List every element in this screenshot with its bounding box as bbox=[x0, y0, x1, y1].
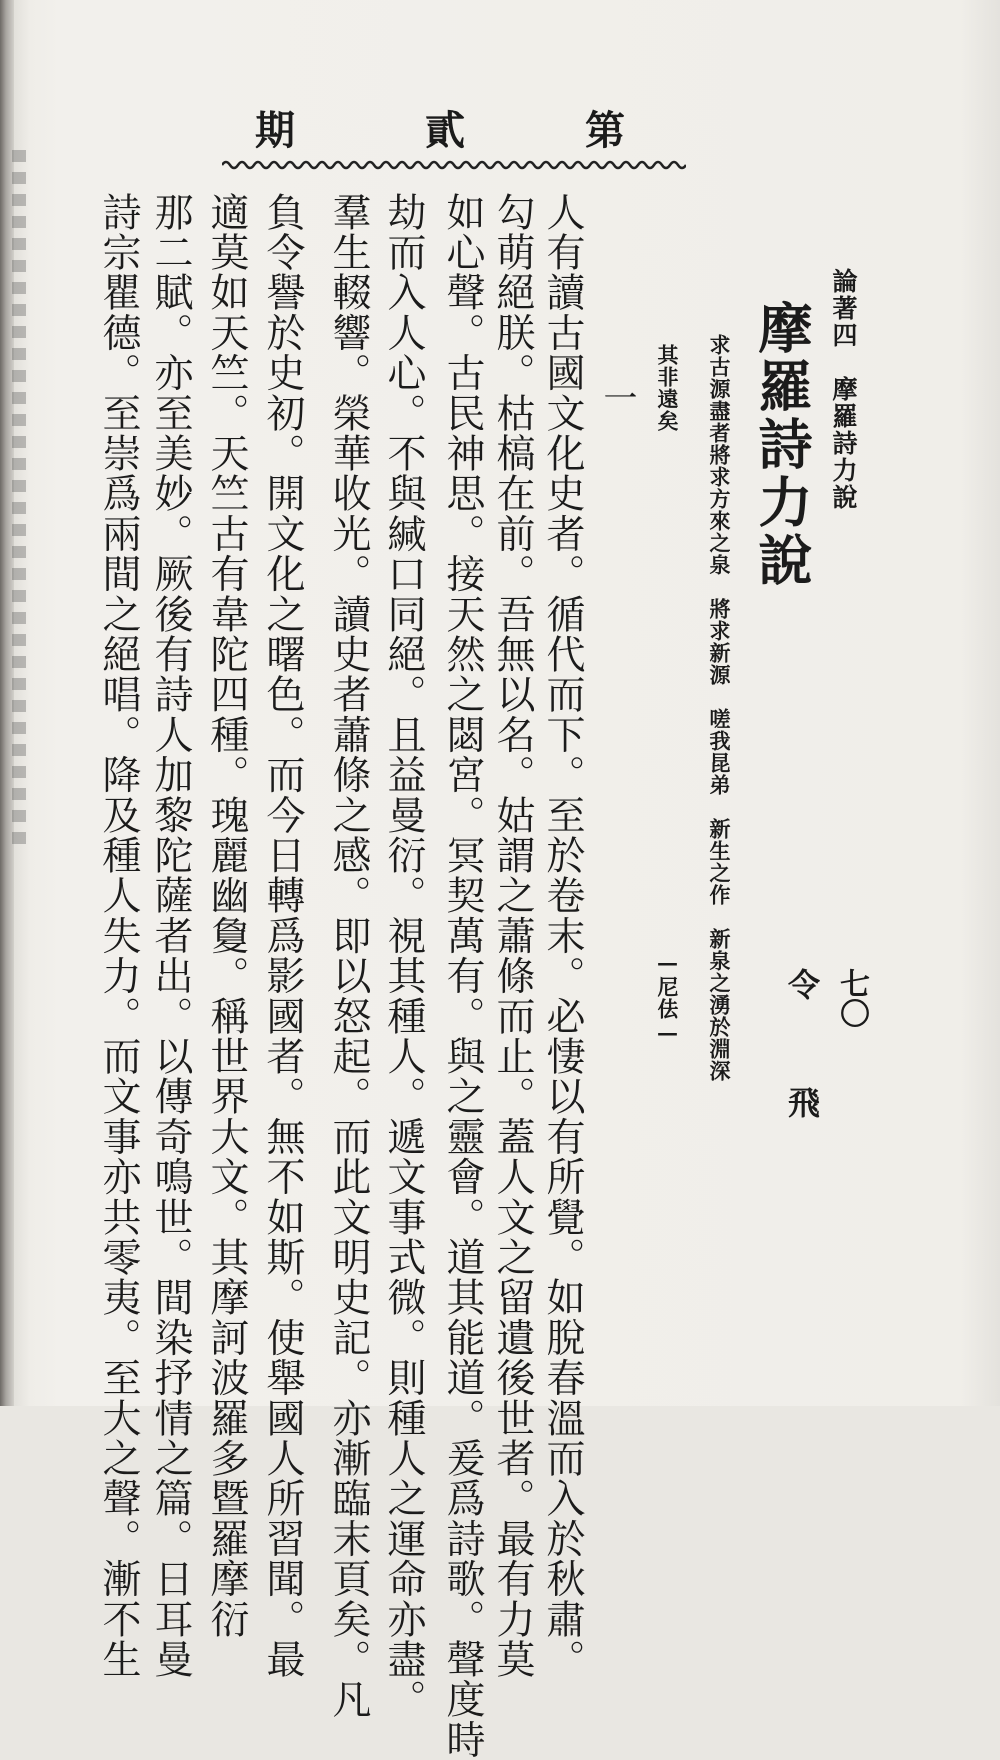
running-head-char: 貳 bbox=[425, 107, 465, 154]
body-text-column: 人有讀古國文化史者。循代而下。至於卷末。必悽以有所覺。如脫春溫而入於秋肅。 bbox=[540, 192, 585, 1680]
author-given-name: 飛 bbox=[783, 1086, 821, 1118]
section-number: 一 bbox=[597, 380, 637, 414]
running-head-char: 期 bbox=[255, 107, 295, 154]
body-text-column: 羣生輟響。榮華收光。讀史者蕭條之感。即以怒起。而此文明史記。亦漸臨末頁矣。凡 bbox=[326, 192, 371, 1720]
epigraph-line: 其非遠矣 bbox=[655, 344, 680, 432]
body-text-column: 負令譽於史初。開文化之曙色。而今日轉爲影國者。無不如斯。使舉國人所習聞。最 bbox=[260, 192, 305, 1680]
epigraph-attribution: —尼佉— bbox=[655, 950, 680, 1046]
wavy-rule bbox=[222, 158, 686, 172]
body-text-column: 詩宗瞿德。至崇爲兩間之絕唱。降及種人失力。而文事亦共零夷。至大之聲。漸不生 bbox=[96, 192, 141, 1680]
body-text-column: 如心聲。古民神思。接天然之閟宮。冥契萬有。與之靈會。道其能道。爰爲詩歌。聲度時 bbox=[440, 192, 485, 1760]
body-text-column: 勾萌絕朕。枯槁在前。吾無以名。姑謂之蕭條而止。蓋人文之留遺後世者。最有力莫 bbox=[490, 192, 535, 1680]
epigraph-line: 求古源盡者將求方來之泉 將求新源 嗟我昆弟 新生之作 新泉之湧於淵深 bbox=[707, 334, 732, 1082]
body-text-column: 適莫如天竺。天竺古有韋陀四種。瑰麗幽敻。稱世界大文。其摩訶波羅多暨羅摩衍 bbox=[204, 192, 249, 1640]
page-number: 七〇 bbox=[834, 968, 869, 1028]
body-text-column: 那二賦。亦至美妙。厥後有詩人加黎陀薩者出。以傳奇鳴世。間染抒情之篇。日耳曼 bbox=[148, 192, 193, 1680]
author-surname: 令 bbox=[783, 968, 821, 1000]
facing-page-bleed-through bbox=[12, 150, 26, 850]
body-text-column: 劫而入人心。不與緘口同絕。且益曼衍。視其種人。遞文事式微。則種人之運命亦盡。 bbox=[381, 192, 426, 1720]
article-title: 摩羅詩力說 bbox=[750, 300, 814, 590]
running-head-char: 第 bbox=[585, 107, 625, 154]
section-tag: 論著四 摩羅詩力說 bbox=[829, 268, 858, 511]
